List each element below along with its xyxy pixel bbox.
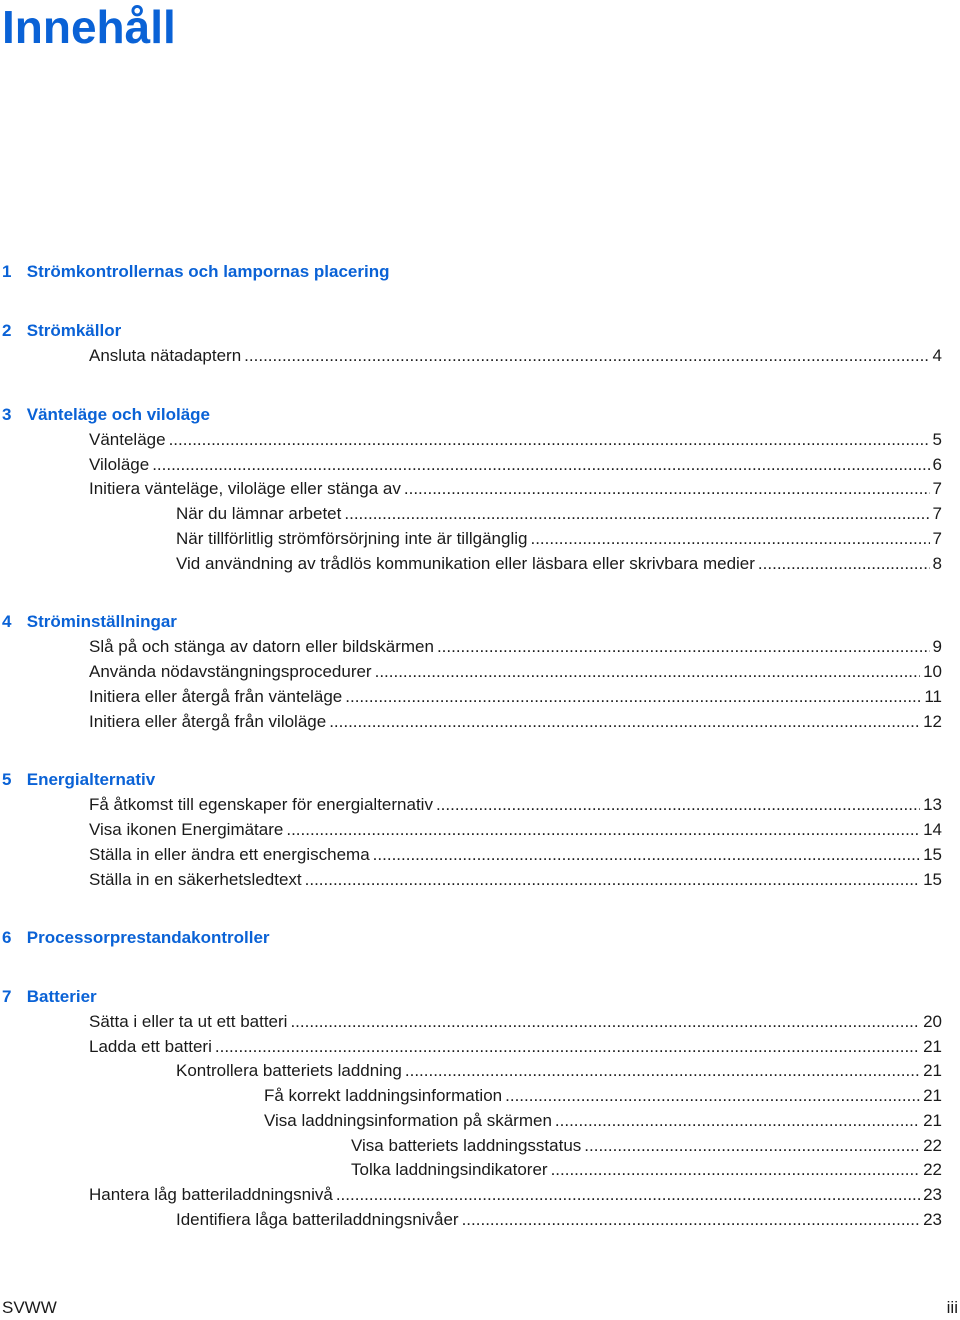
toc-entry[interactable]	[89, 842, 942, 867]
entry-label: Ladda ett batteri	[89, 1037, 212, 1056]
toc-entry[interactable]	[89, 634, 942, 659]
dot-leader	[215, 1034, 920, 1059]
toc-entry[interactable]	[351, 1133, 942, 1158]
entry-page: 6	[932, 455, 942, 474]
footer-left: SVWW	[2, 1298, 57, 1317]
toc-chapter-5[interactable]	[2, 767, 155, 792]
dot-leader	[345, 684, 921, 709]
toc-entry[interactable]	[89, 684, 942, 709]
toc-entry[interactable]	[89, 452, 942, 477]
chapter-title: Vänteläge och viloläge	[26, 405, 211, 424]
entry-page: 7	[932, 479, 942, 498]
entry-page: 12	[923, 712, 942, 731]
dot-leader	[405, 1058, 920, 1083]
entry-label: Hantera låg batteriladdningsnivå	[89, 1185, 333, 1204]
entry-page: 21	[923, 1086, 942, 1105]
entry-label: Visa ikonen Energimätare	[89, 820, 284, 839]
dot-leader	[758, 551, 930, 576]
entry-label: Visa batteriets laddningsstatus	[351, 1136, 582, 1155]
entry-page: 10	[923, 662, 942, 681]
chapter-title: Energialternativ	[26, 770, 156, 789]
entry-label: Tolka laddningsindikatorer	[351, 1160, 548, 1179]
entry-label: Vänteläge	[89, 430, 166, 449]
entry-label: När du lämnar arbetet	[176, 504, 342, 523]
dot-leader	[505, 1083, 920, 1108]
chapter-number: 5	[2, 770, 12, 789]
entry-page: 5	[932, 430, 942, 449]
chapter-number: 4	[2, 612, 12, 631]
entry-page: 15	[923, 845, 942, 864]
entry-label: Ställa in en säkerhetsledtext	[89, 870, 302, 889]
toc-chapter-4[interactable]	[2, 609, 177, 634]
entry-label: Initiera eller återgå från vänteläge	[89, 687, 343, 706]
entry-page: 9	[932, 637, 942, 656]
entry-page: 8	[932, 554, 942, 573]
toc-entry[interactable]	[264, 1083, 942, 1108]
entry-page: 11	[924, 687, 942, 706]
toc-entry[interactable]	[89, 427, 942, 452]
entry-page: 21	[923, 1037, 942, 1056]
toc-entry[interactable]	[89, 343, 942, 368]
dot-leader	[555, 1108, 920, 1133]
toc-entry[interactable]	[176, 526, 942, 551]
dot-leader	[437, 634, 930, 659]
entry-page: 21	[923, 1111, 942, 1130]
toc-chapter-6[interactable]	[2, 925, 270, 950]
entry-page: 20	[923, 1012, 942, 1031]
toc-entry[interactable]	[89, 476, 942, 501]
toc-entry[interactable]	[176, 1207, 942, 1232]
entry-page: 7	[932, 529, 942, 548]
chapter-title: Strömkontrollernas och lampornas placering	[26, 262, 390, 281]
dot-leader	[290, 1009, 920, 1034]
toc-chapter-1[interactable]	[2, 259, 390, 284]
toc-entry[interactable]	[89, 1034, 942, 1059]
toc-entry[interactable]	[89, 817, 942, 842]
chapter-title: Batterier	[26, 987, 97, 1006]
footer-page-number: iii	[946, 1298, 958, 1317]
entry-page: 21	[923, 1061, 942, 1080]
entry-label: Slå på och stänga av datorn eller bildskärmen	[89, 637, 434, 656]
toc-entry[interactable]	[89, 1182, 942, 1207]
entry-page: 13	[923, 795, 942, 814]
dot-leader	[169, 427, 930, 452]
entry-label: Identifiera låga batteriladdningsnivåer	[176, 1210, 459, 1229]
entry-label: Kontrollera batteriets laddning	[176, 1061, 402, 1080]
toc-chapter-7[interactable]	[2, 984, 97, 1009]
toc-entry[interactable]	[89, 1009, 942, 1034]
entry-label: Initiera vänteläge, viloläge eller stänga av	[89, 479, 401, 498]
dot-leader	[244, 343, 929, 368]
toc-entry[interactable]	[264, 1108, 942, 1133]
toc-entry[interactable]	[176, 1058, 942, 1083]
chapter-title: Processorprestandakontroller	[26, 928, 270, 947]
entry-label: Få åtkomst till egenskaper för energialternativ	[89, 795, 433, 814]
entry-label: När tillförlitlig strömförsörjning inte är tillgänglig	[176, 529, 528, 548]
entry-label: Viloläge	[89, 455, 150, 474]
dot-leader	[329, 709, 920, 734]
toc-entry[interactable]	[351, 1157, 942, 1182]
entry-page: 7	[932, 504, 942, 523]
toc-chapter-3[interactable]	[2, 402, 210, 427]
entry-page: 4	[932, 346, 942, 365]
toc-entry[interactable]	[176, 501, 942, 526]
toc-entry[interactable]	[89, 867, 942, 892]
entry-page: 14	[923, 820, 942, 839]
toc-entry[interactable]	[176, 551, 942, 576]
entry-label: Visa laddningsinformation på skärmen	[264, 1111, 552, 1130]
dot-leader	[584, 1133, 920, 1158]
chapter-number: 6	[2, 928, 12, 947]
dot-leader	[344, 501, 929, 526]
dot-leader	[286, 817, 920, 842]
entry-label: Använda nödavstängningsprocedurer	[89, 662, 372, 681]
chapter-title: Strömkällor	[26, 321, 122, 340]
dot-leader	[530, 526, 929, 551]
dot-leader	[404, 476, 930, 501]
dot-leader	[305, 867, 920, 892]
toc-entry[interactable]	[89, 709, 942, 734]
entry-label: Vid användning av trådlös kommunikation eller läsbara eller skrivbara medier	[176, 554, 755, 573]
dot-leader	[436, 792, 920, 817]
dot-leader	[462, 1207, 921, 1232]
entry-label: Initiera eller återgå från viloläge	[89, 712, 327, 731]
toc-entry[interactable]	[89, 792, 942, 817]
chapter-number: 7	[2, 987, 12, 1006]
dot-leader	[375, 659, 920, 684]
entry-page: 22	[923, 1160, 942, 1179]
entry-label: Sätta i eller ta ut ett batteri	[89, 1012, 288, 1031]
chapter-number: 2	[2, 321, 12, 340]
entry-page: 15	[923, 870, 942, 889]
chapter-title: Ströminställningar	[26, 612, 177, 631]
page-title: Innehåll	[2, 1, 176, 53]
entry-page: 23	[923, 1210, 942, 1229]
dot-leader	[551, 1157, 921, 1182]
entry-page: 23	[923, 1185, 942, 1204]
entry-label: Ställa in eller ändra ett energischema	[89, 845, 370, 864]
chapter-number: 1	[2, 262, 12, 281]
entry-label: Få korrekt laddningsinformation	[264, 1086, 503, 1105]
dot-leader	[336, 1182, 920, 1207]
entry-page: 22	[923, 1136, 942, 1155]
chapter-number: 3	[2, 405, 12, 424]
dot-leader	[373, 842, 920, 867]
entry-label: Ansluta nätadaptern	[89, 346, 242, 365]
toc-chapter-2[interactable]	[2, 318, 121, 343]
toc-entry[interactable]	[89, 659, 942, 684]
dot-leader	[152, 452, 929, 477]
